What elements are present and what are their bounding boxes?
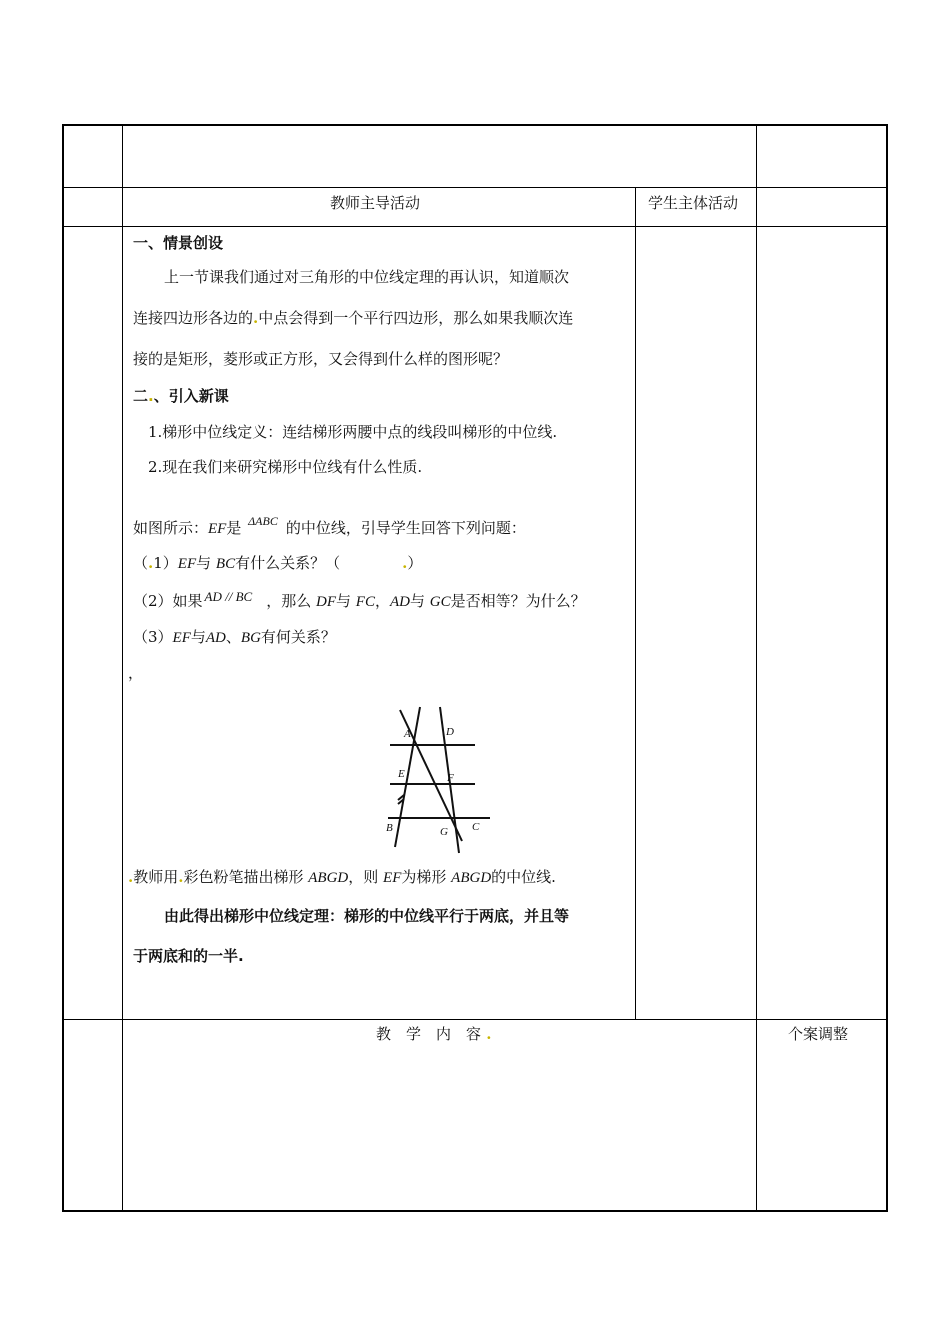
stray-comma: ， (128, 664, 144, 682)
section1-line2: 连接四边形各边的.中点会得到一个平行四边形，那么如果我顺次连 (133, 309, 574, 327)
question-3: （3）EF与AD、BG有何关系？ (133, 628, 336, 646)
label-b: B (386, 822, 393, 834)
col-divider-2 (635, 187, 636, 1020)
section1-line1: 上一节课我们通过对三角形的中位线定理的再认识，知道顺次 (164, 268, 570, 286)
row-divider-2 (62, 226, 888, 227)
label-g: G (440, 826, 448, 838)
label-e: E (398, 768, 405, 780)
conclusion-line: .教师用.彩色粉笔描出梯形 ABGD，则 EF为梯形 ABGD的中位线. (128, 868, 556, 886)
student-activity-header: 学生主体活动 (648, 194, 739, 212)
ad-parallel-bc-symbol: AD // BC (204, 589, 253, 604)
theorem-line2: 于两底和的一半. (133, 947, 244, 965)
col-divider-1 (122, 124, 123, 1212)
research-item: 2.现在我们来研究梯形中位线有什么性质. (148, 458, 423, 476)
teacher-activity-header: 教师主导活动 (330, 194, 421, 212)
theorem-line1: 由此得出梯形中位线定理：梯形的中位线平行于两底，并且等 (164, 907, 570, 925)
case-adjustment-label: 个案调整 (788, 1025, 849, 1043)
question-intro: 如图所示：EF是 $^{\Delta ABC}$ 的中位线，引导学生回答下列问题： (133, 514, 526, 537)
row-divider-1 (62, 187, 888, 188)
section2-title: 二.、引入新课 (133, 387, 229, 405)
label-a: A (404, 728, 411, 740)
label-d: D (446, 726, 454, 738)
question-1: （.1）EF与 BC有什么关系？（ .） (133, 554, 423, 572)
section1-title: 一、情景创设 (133, 234, 224, 252)
table-border-bottom (62, 1210, 888, 1212)
section1-line3: 接的是矩形，菱形或正方形，又会得到什么样的图形呢？ (133, 350, 509, 368)
trapezoid-figure (380, 705, 495, 855)
label-c: C (472, 821, 480, 833)
definition-item: 1.梯形中位线定义：连结梯形两腰中点的线段叫梯形的中位线. (148, 423, 558, 441)
label-f: F (447, 772, 454, 784)
question-2: （2）如果 AD // BC ，那么 DF与 FC，AD与 GC是否相等？为什么？ (133, 589, 586, 610)
col-divider-3 (756, 124, 757, 1212)
teaching-content-label: 教 学 内 容 . (376, 1025, 492, 1043)
table-border-top (62, 124, 888, 126)
triangle-abc-symbol: ΔABC (248, 514, 278, 528)
table-border-left (62, 124, 64, 1212)
table-border-right (886, 124, 888, 1212)
row-divider-3 (62, 1019, 888, 1020)
